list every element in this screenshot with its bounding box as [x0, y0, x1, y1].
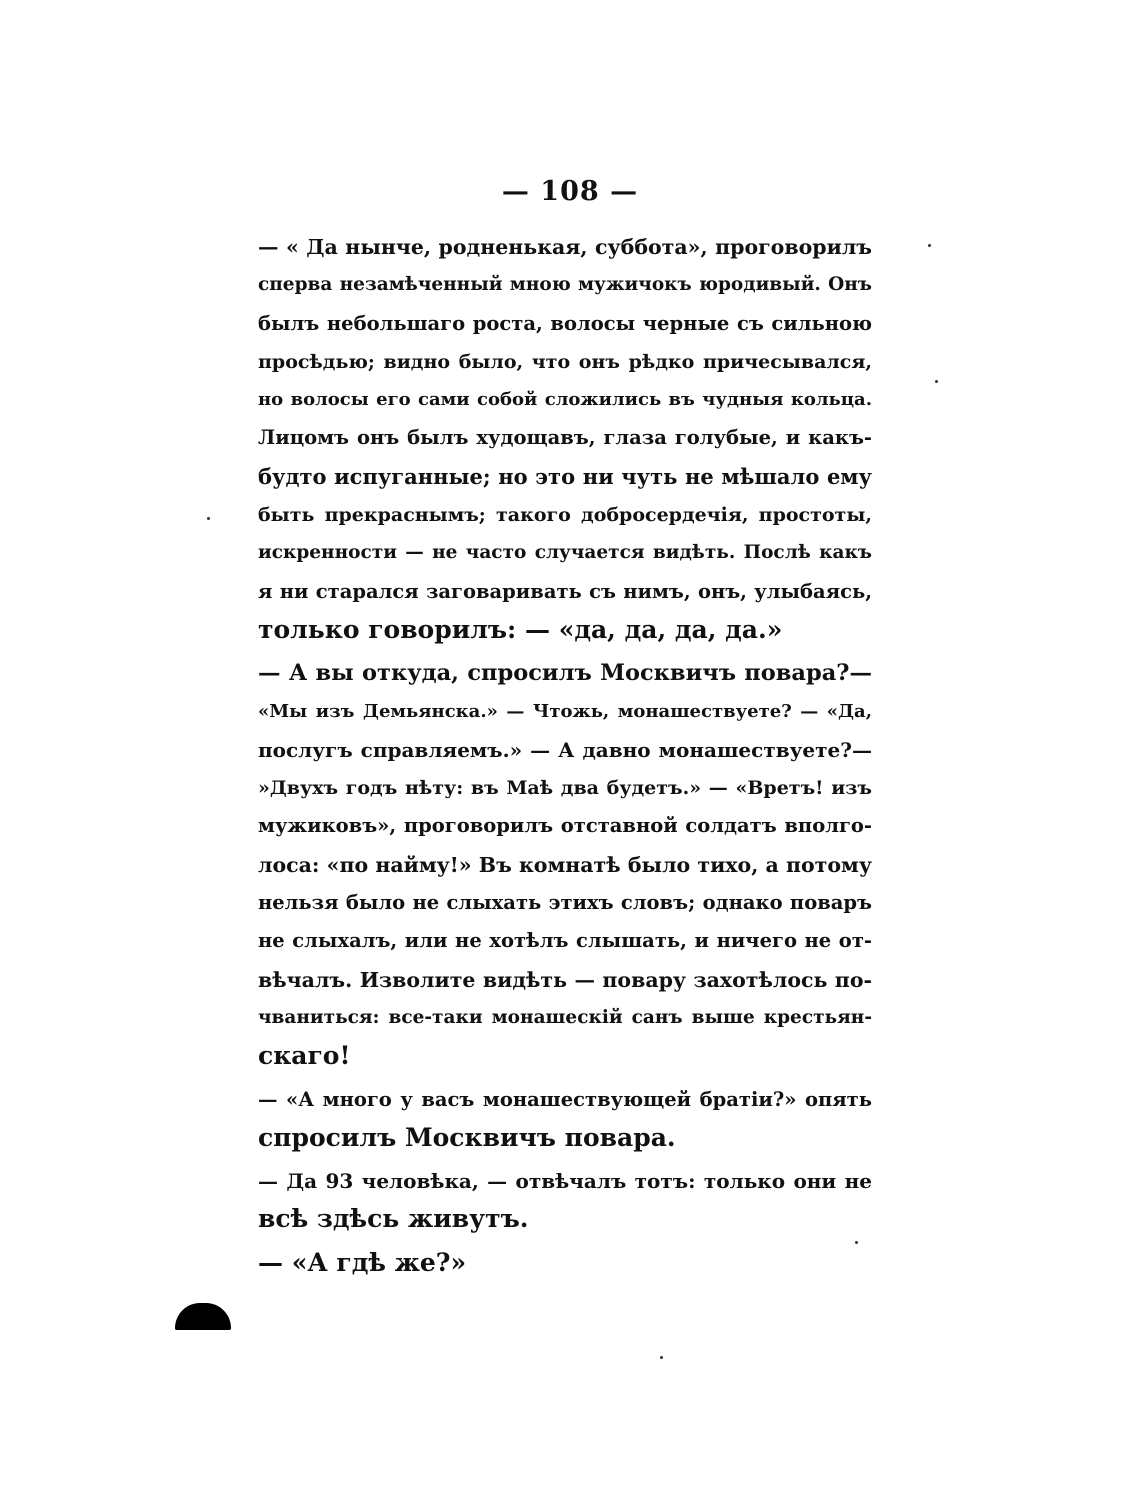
text-line: всѣ здѣсь живутъ.	[258, 1204, 529, 1234]
text-line: — «А гдѣ же?»	[258, 1247, 467, 1277]
text-line: — Да 93 человѣка, — отвѣчалъ тотъ: только они не	[258, 1169, 872, 1194]
text-line: «Мы изъ Демьянска.» — Чтожь, монашествуете? — «Да,	[258, 700, 872, 722]
text-line: я ни старался заговаривать съ нимъ, онъ, улыбаясь,	[258, 579, 872, 603]
text-line: искренности — не часто случается видѣть. Послѣ какъ	[258, 542, 872, 564]
text-line: спросилъ Москвичъ повара.	[258, 1122, 676, 1152]
text-line: скаго!	[258, 1041, 351, 1071]
text-line: — «А много у васъ монашествующей братіи?» опять	[258, 1087, 872, 1111]
text-line: сперва незамѣченный мною мужичокъ юродивый. Онъ	[258, 274, 872, 296]
text-line: лоса: «по найму!» Въ комнатѣ было тихо, а потому	[258, 852, 872, 877]
text-line: будто испуганные; но это ни чуть не мѣшало ему	[258, 463, 872, 489]
text-line: только говорилъ: — «да, да, да, да.»	[258, 614, 783, 644]
text-line: былъ небольшаго роста, волосы черные съ сильною	[258, 311, 872, 335]
dust-speck	[207, 517, 210, 520]
ink-blot	[175, 1303, 231, 1330]
text-line: — А вы откуда, спросилъ Москвичъ повара?—	[258, 660, 872, 687]
text-line: нельзя было не слыхать этихъ словъ; однако поваръ	[258, 891, 872, 915]
text-line: просѣдью; видно было, что онъ рѣдко причесывался,	[258, 350, 872, 373]
text-line: не слыхалъ, или не хотѣлъ слышать, и ничего не от-	[258, 929, 872, 953]
text-line: послугъ справляемъ.» — А давно монашествуете?—	[258, 737, 872, 762]
dust-speck	[935, 380, 938, 383]
dust-speck	[928, 244, 931, 247]
text-line: но волосы его сами собой сложились въ чудныя кольца.	[258, 389, 872, 411]
text-line: быть прекраснымъ; такого добросердечія, простоты,	[258, 504, 872, 527]
text-line: мужиковъ», проговорилъ отставной солдатъ вполго-	[258, 814, 872, 838]
text-line: чваниться: все-таки монашескій санъ выше крестьян-	[258, 1006, 872, 1028]
text-line: вѣчалъ. Изволите видѣть — повару захотѣлось по-	[258, 967, 872, 992]
text-line: »Двухъ годъ нѣту: въ Маѣ два будетъ.» — «Вретъ! изъ	[258, 777, 872, 800]
text-line: Лицомъ онъ былъ худощавъ, глаза голубые, и какъ-	[258, 426, 872, 450]
dust-speck	[660, 1356, 663, 1359]
dust-speck	[855, 1241, 858, 1244]
text-line: — « Да нынче, родненькая, суббота», проговорилъ	[258, 235, 872, 259]
page-text	[258, 228, 872, 1282]
page-number: — 108 —	[501, 176, 639, 207]
